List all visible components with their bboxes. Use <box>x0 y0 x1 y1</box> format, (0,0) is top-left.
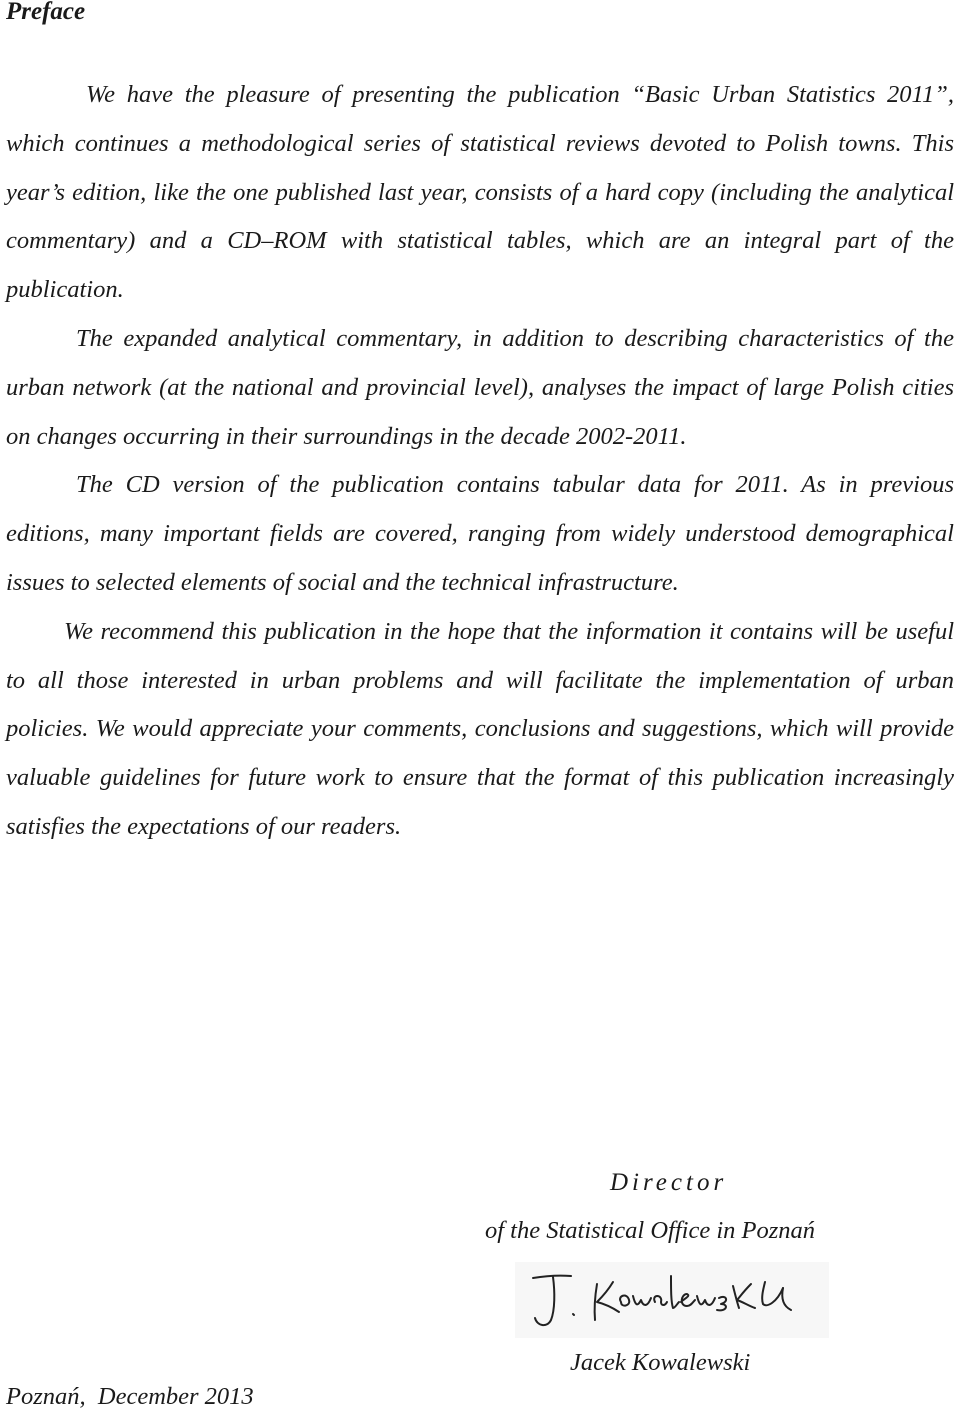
signature-image <box>515 1262 829 1338</box>
preface-body <box>6 71 954 852</box>
handwritten-signature <box>515 1262 829 1338</box>
signer-role: Director <box>610 1169 728 1196</box>
paragraph-commentary: The expanded analytical commentary, in addition to describing characteristics of the urban network (at the national and provincial level), analyses the impact of large Polish cities on changes occurring in their surroundings in the decade 2002-2011. <box>6 324 954 450</box>
signer-name: Jacek Kowalewski <box>570 1349 751 1376</box>
signer-office: of the Statistical Office in Poznań <box>485 1217 816 1244</box>
paragraph-cd-version: The CD version of the publication contains tabular data for 2011. As in previous editions, many important fields are covered, ranging from widely understood demographical issues to selected elements of social and the technical infrastructure. <box>6 471 954 596</box>
place-and-date: Poznań, December 2013 <box>6 1383 254 1410</box>
paragraph-recommendation: We recommend this publication in the hope that the information it contains will be useful to all those interested in urban problems and will facilitate the implementation of urban policies. We would appreciate your comments, conclusions and suggestions, which will provide valuable guidelines for future work to ensure that the format of this publication increasingly satisfies the expectations of our readers. <box>6 617 954 840</box>
page-title: Preface <box>6 0 86 25</box>
paragraph-intro: We have the pleasure of presenting the publication “Basic Urban Statistics 2011”, which continues a methodological series of statistical reviews devoted to Polish towns. This year’s edition, like the one published last year, consists of a hard copy (including the analytical commentary) and a CD–ROM with statistical tables, which are an integral part of the publication. <box>6 81 954 304</box>
